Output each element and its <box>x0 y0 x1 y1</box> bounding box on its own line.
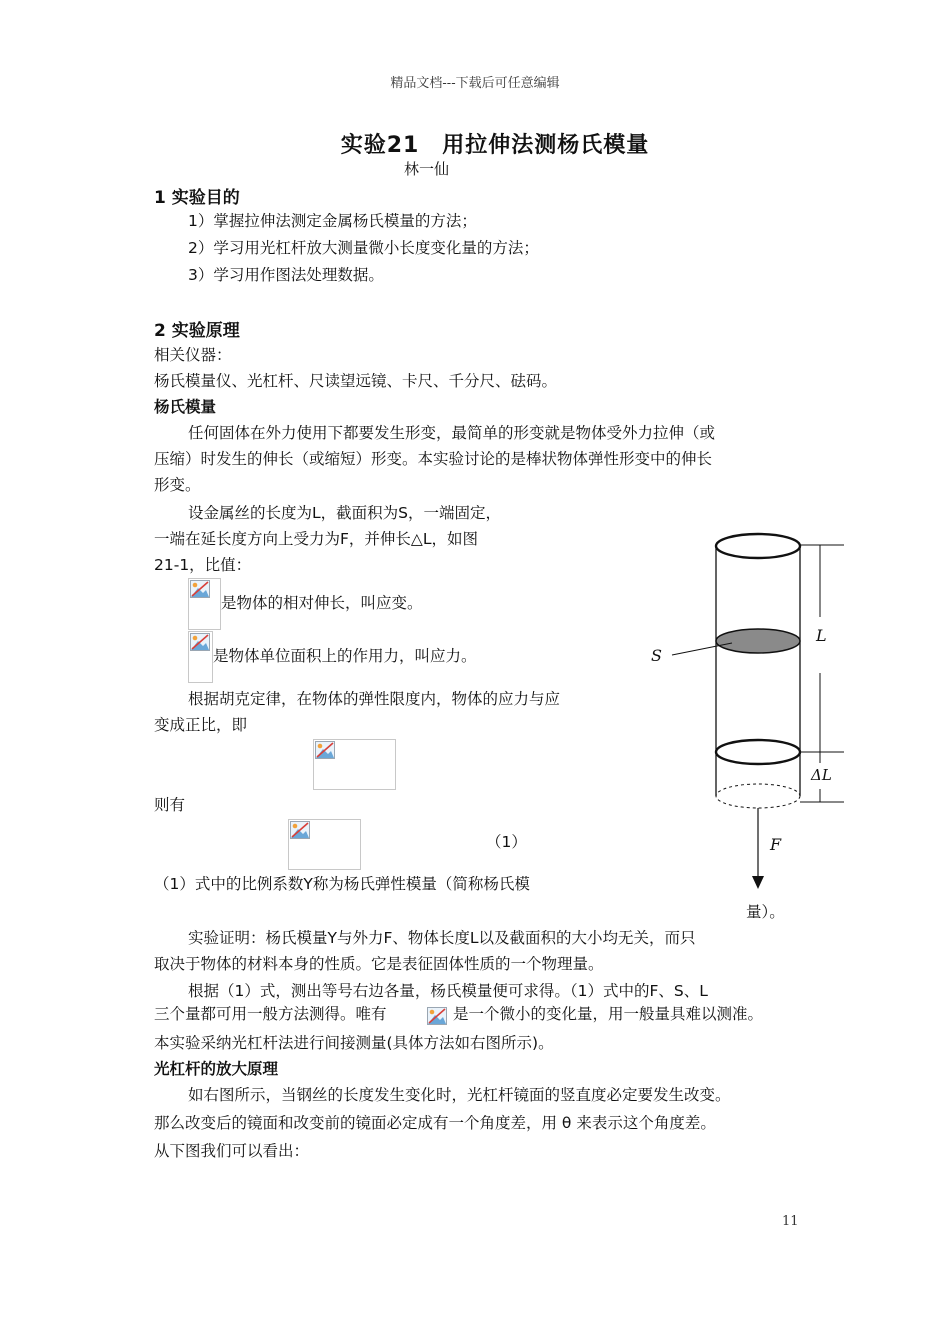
paragraph: 一端在延长度方向上受力为F，并伸长△L，如图 <box>154 530 478 548</box>
broken-image-icon <box>190 580 210 598</box>
paragraph: （1）式中的比例系数Y称为杨氏弹性模量（简称杨氏模 <box>154 875 530 893</box>
paragraph: 任何固体在外力使用下都要发生形变，最简单的形变就是物体受外力拉伸（或 <box>188 424 716 442</box>
cylinder <box>716 534 800 808</box>
label-f: F <box>770 835 782 854</box>
wire-diagram <box>640 525 940 895</box>
page-number: 11 <box>782 1214 799 1229</box>
label-s: S <box>651 646 662 665</box>
label-delta-l: ΔL <box>811 766 832 784</box>
list-item: 1）掌握拉伸法测定金属杨氏模量的方法； <box>188 212 477 230</box>
paragraph: 压缩）时发生的伸长（或缩短）形变。本实验讨论的是棒状物体弹性形变中的伸长 <box>154 450 713 468</box>
page-header: 精品文档---下载后可任意编辑 <box>390 76 560 91</box>
section2-heading: 2 实验原理 <box>154 321 240 341</box>
subheading-lever-principle: 光杠杆的放大原理 <box>154 1060 279 1078</box>
instruments-label: 相关仪器： <box>154 346 232 364</box>
list-item: 2）学习用光杠杆放大测量微小长度变化量的方法； <box>188 239 539 257</box>
paragraph: 设金属丝的长度为L，截面积为S，一端固定， <box>188 504 501 522</box>
stress-text: 是物体单位面积上的作用力，叫应力。 <box>213 647 477 665</box>
broken-image-icon <box>315 741 335 759</box>
paragraph: 实验证明：杨氏模量Y与外力F、物体长度L以及截面积的大小均无关，而只 <box>188 929 696 947</box>
label-l: L <box>816 626 827 645</box>
paragraph: 21-1，比值： <box>154 556 252 574</box>
list-item: 3）学习用作图法处理数据。 <box>188 266 384 284</box>
delta-l-image <box>425 1005 451 1027</box>
paragraph: 形变。 <box>154 476 201 494</box>
author: 林一仙 <box>404 160 450 178</box>
paragraph: 如右图所示，当钢丝的长度发生变化时，光杠杆镜面的竖直度必定要发生改变。 <box>188 1086 731 1104</box>
paragraph: 那么改变后的镜面和改变前的镜面必定成有一个角度差，用 θ 来表示这个角度差。 <box>154 1114 716 1132</box>
equation-number: （1） <box>486 833 527 851</box>
paragraph: 量）。 <box>746 903 785 921</box>
paragraph: 本实验采纳光杠杆法进行间接测量(具体方法如右图所示)。 <box>154 1034 554 1052</box>
s-pointer-line <box>672 643 732 655</box>
paragraph: 根据胡克定律，在物体的弹性限度内，物体的应力与应 <box>188 690 561 708</box>
dimension-lines <box>800 545 844 802</box>
stress-formula-image <box>188 631 213 683</box>
subheading-youngs-modulus: 杨氏模量 <box>154 398 217 416</box>
instruments-text: 杨氏模量仪、光杠杆、尺读望远镜、卡尺、千分尺、砝码。 <box>154 372 558 390</box>
broken-image-icon <box>427 1007 447 1025</box>
paragraph: 三个量都可用一般方法测得。唯有 <box>154 1005 387 1023</box>
section1-heading: 1 实验目的 <box>154 188 240 208</box>
paragraph: 从下图我们可以看出： <box>154 1142 310 1160</box>
broken-image-icon <box>290 821 310 839</box>
hooke-formula-image <box>313 739 396 790</box>
broken-image-icon <box>190 633 210 651</box>
strain-text: 是物体的相对伸长，叫应变。 <box>221 594 423 612</box>
strain-formula-image <box>188 578 221 630</box>
force-arrow <box>752 808 764 889</box>
paragraph: 变成正比，即 <box>154 716 248 734</box>
youngs-formula-image <box>288 819 361 870</box>
then-text: 则有 <box>154 796 186 814</box>
paragraph: 是一个微小的变化量，用一般量具难以测准。 <box>453 1005 764 1023</box>
page-title: 实验21 用拉伸法测杨氏模量 <box>340 133 650 158</box>
paragraph: 取决于物体的材料本身的性质。它是表征固体性质的一个物理量。 <box>154 955 604 973</box>
paragraph: 根据（1）式，测出等号右边各量，杨氏模量便可求得。（1）式中的F、S、L <box>188 982 708 1000</box>
